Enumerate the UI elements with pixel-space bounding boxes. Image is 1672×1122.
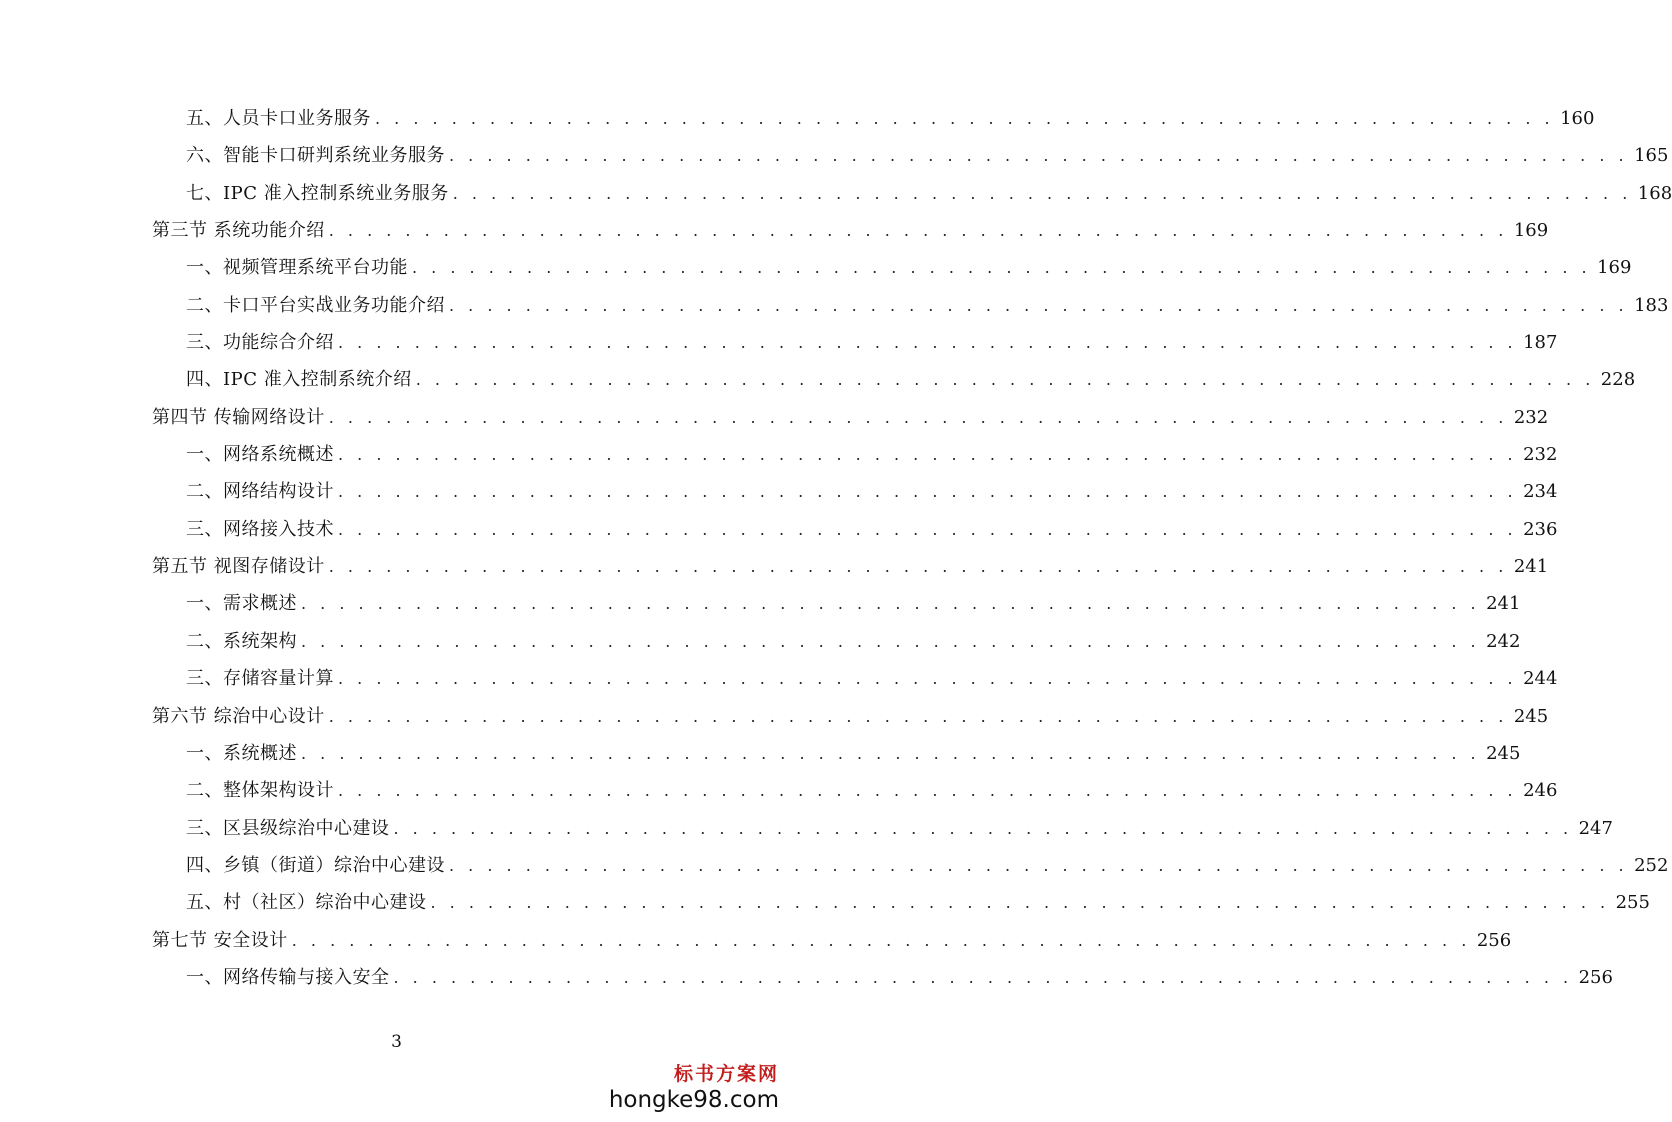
- watermark-site-name: 标书方案网: [673, 1063, 779, 1085]
- toc-entry-page: 247: [1578, 817, 1613, 839]
- toc-section-entry[interactable]: [0, 212, 1549, 249]
- toc-section-entry[interactable]: [0, 698, 1549, 735]
- toc-subsection-entry[interactable]: [0, 249, 1632, 286]
- toc-entry-page: 256: [1476, 929, 1512, 951]
- toc-entry-title: 四、IPC 准入控制系统介绍: [186, 369, 412, 391]
- toc-subsection-entry[interactable]: [0, 436, 1558, 473]
- toc-entry-page: 236: [1523, 518, 1558, 540]
- toc-section-entry[interactable]: [0, 548, 1549, 585]
- toc-entry-page: 245: [1486, 742, 1521, 764]
- toc-leader-dots: . . . . . . . . . . . . . . . . . . . . . . . . . . . . . . . . . . . . . . . . . . . . . . . . . . . . . . . . . . . . . .: [415, 370, 1595, 390]
- site-watermark: [579, 1062, 779, 1114]
- toc-entry-title: 第五节 视图存储设计: [152, 556, 325, 578]
- toc-entry-title: 一、视频管理系统平台功能: [186, 257, 408, 279]
- toc-entry-title: 二、网络结构设计: [186, 481, 334, 503]
- toc-entry-page: 255: [1615, 892, 1650, 914]
- toc-entry-page: 234: [1523, 481, 1558, 503]
- toc-entry-title: 一、网络传输与接入安全: [186, 966, 390, 988]
- toc-entry-page: 242: [1486, 630, 1521, 652]
- toc-subsection-entry[interactable]: [0, 585, 1521, 622]
- toc-leader-dots: . . . . . . . . . . . . . . . . . . . . . . . . . . . . . . . . . . . . . . . . . . . . . . . . . . . . . . . . . . . . . .: [338, 333, 1518, 353]
- toc-leader-dots: . . . . . . . . . . . . . . . . . . . . . . . . . . . . . . . . . . . . . . . . . . . . . . . . . . . . . . . . . . . . . .: [430, 893, 1610, 913]
- toc-entry-page: 169: [1513, 220, 1549, 242]
- toc-leader-dots: . . . . . . . . . . . . . . . . . . . . . . . . . . . . . . . . . . . . . . . . . . . . . . . . . . . . . . . . . . . . . .: [328, 706, 1508, 726]
- toc-entry-title: 五、人员卡口业务服务: [186, 108, 371, 129]
- toc-entry-page: 245: [1513, 705, 1549, 727]
- toc-entry-page: 160: [1560, 108, 1595, 129]
- toc-leader-dots: . . . . . . . . . . . . . . . . . . . . . . . . . . . . . . . . . . . . . . . . . . . . . . . . . . . . . . . . . . . . . .: [338, 519, 1518, 539]
- toc-entry-title: 三、存储容量计算: [186, 668, 334, 690]
- toc-entry-title: 第三节 系统功能介绍: [152, 220, 325, 242]
- toc-leader-dots: . . . . . . . . . . . . . . . . . . . . . . . . . . . . . . . . . . . . . . . . . . . . . . . . . . . . . . . . . . . . . .: [449, 855, 1629, 875]
- toc-leader-dots: . . . . . . . . . . . . . . . . . . . . . . . . . . . . . . . . . . . . . . . . . . . . . . . . . . . . . . . . . . . . . .: [393, 818, 1573, 838]
- toc-entry-page: 232: [1523, 444, 1558, 466]
- toc-entry-page: 183: [1634, 294, 1669, 316]
- page-number: 3: [391, 1032, 402, 1052]
- toc-entry-title: 七、IPC 准入控制系统业务服务: [186, 182, 449, 204]
- toc-leader-dots: . . . . . . . . . . . . . . . . . . . . . . . . . . . . . . . . . . . . . . . . . . . . . . . . . . . . . . . . . . . . . .: [338, 482, 1518, 502]
- toc-entry-title: 四、乡镇（街道）综治中心建设: [186, 854, 445, 876]
- toc-entry-page: 228: [1600, 369, 1636, 391]
- toc-leader-dots: . . . . . . . . . . . . . . . . . . . . . . . . . . . . . . . . . . . . . . . . . . . . . . . . . . . . . . . . . . . . . .: [449, 146, 1629, 166]
- toc-subsection-entry[interactable]: [0, 473, 1558, 510]
- toc-entry-page: 241: [1513, 556, 1549, 578]
- toc-entry-title: 三、区县级综治中心建设: [186, 817, 390, 839]
- toc-leader-dots: . . . . . . . . . . . . . . . . . . . . . . . . . . . . . . . . . . . . . . . . . . . . . . . . . . . . . . . . . . . . . .: [291, 930, 1471, 950]
- toc-leader-dots: . . . . . . . . . . . . . . . . . . . . . . . . . . . . . . . . . . . . . . . . . . . . . . . . . . . . . . . . . . . . . .: [328, 221, 1508, 241]
- toc-leader-dots: . . . . . . . . . . . . . . . . . . . . . . . . . . . . . . . . . . . . . . . . . . . . . . . . . . . . . . . . . . . . . .: [338, 781, 1518, 801]
- toc-leader-dots: . . . . . . . . . . . . . . . . . . . . . . . . . . . . . . . . . . . . . . . . . . . . . . . . . . . . . . . . . . . . . .: [393, 967, 1573, 987]
- toc-entry-title: 第四节 传输网络设计: [152, 406, 325, 428]
- toc-subsection-entry[interactable]: [0, 847, 1669, 884]
- toc-entry-title: 二、系统架构: [186, 630, 297, 652]
- toc-subsection-entry[interactable]: [0, 137, 1669, 174]
- toc-subsection-entry[interactable]: [0, 959, 1613, 996]
- toc-subsection-entry[interactable]: [0, 287, 1669, 324]
- toc-leader-dots: . . . . . . . . . . . . . . . . . . . . . . . . . . . . . . . . . . . . . . . . . . . . . . . . . . . . . . . . . . . . . .: [301, 631, 1481, 651]
- toc-entry-title: 三、网络接入技术: [186, 518, 334, 540]
- toc-entry-page: 252: [1634, 854, 1669, 876]
- toc-entry-title: 一、系统概述: [186, 742, 297, 764]
- toc-entry-page: 246: [1523, 780, 1558, 802]
- toc-subsection-entry[interactable]: [0, 660, 1558, 697]
- toc-section-entry[interactable]: [0, 922, 1512, 959]
- toc-entry-page: 169: [1597, 257, 1632, 279]
- toc-entry-page: 244: [1523, 668, 1558, 690]
- toc-entry-title: 一、网络系统概述: [186, 444, 334, 466]
- toc-subsection-entry[interactable]: [0, 324, 1558, 361]
- toc-subsection-entry[interactable]: [0, 772, 1558, 809]
- toc-entry-page: 232: [1513, 406, 1549, 428]
- toc-subsection-entry[interactable]: [0, 735, 1521, 772]
- toc-entry-title: 三、功能综合介绍: [186, 332, 334, 354]
- toc-entry-title: 六、智能卡口研判系统业务服务: [186, 145, 445, 167]
- toc-entry-page: 168: [1637, 182, 1672, 204]
- toc-entry-title: 第六节 综治中心设计: [152, 705, 325, 727]
- toc-entry-page: 241: [1486, 593, 1521, 615]
- toc-section-entry[interactable]: [0, 399, 1549, 436]
- toc-leader-dots: . . . . . . . . . . . . . . . . . . . . . . . . . . . . . . . . . . . . . . . . . . . . . . . . . . . . . . . . . . . . . .: [301, 594, 1481, 614]
- table-of-contents: [0, 100, 1672, 996]
- toc-entry-page: 187: [1523, 332, 1558, 354]
- toc-leader-dots: . . . . . . . . . . . . . . . . . . . . . . . . . . . . . . . . . . . . . . . . . . . . . . . . . . . . . . . . . . . . . .: [375, 109, 1555, 128]
- toc-entry-page: 256: [1578, 966, 1613, 988]
- toc-entry-title: 二、整体架构设计: [186, 780, 334, 802]
- toc-entry-title: 第七节 安全设计: [152, 929, 288, 951]
- toc-subsection-entry[interactable]: [0, 100, 1595, 137]
- toc-leader-dots: . . . . . . . . . . . . . . . . . . . . . . . . . . . . . . . . . . . . . . . . . . . . . . . . . . . . . . . . . . . . . .: [449, 295, 1629, 315]
- toc-entry-page: 165: [1634, 145, 1669, 167]
- toc-leader-dots: . . . . . . . . . . . . . . . . . . . . . . . . . . . . . . . . . . . . . . . . . . . . . . . . . . . . . . . . . . . . . .: [452, 183, 1632, 203]
- toc-leader-dots: . . . . . . . . . . . . . . . . . . . . . . . . . . . . . . . . . . . . . . . . . . . . . . . . . . . . . . . . . . . . . .: [301, 743, 1481, 763]
- toc-subsection-entry[interactable]: [0, 175, 1672, 212]
- watermark-site-url: hongke98.com: [608, 1087, 779, 1113]
- toc-subsection-entry[interactable]: [0, 884, 1650, 921]
- toc-leader-dots: . . . . . . . . . . . . . . . . . . . . . . . . . . . . . . . . . . . . . . . . . . . . . . . . . . . . . . . . . . . . . .: [412, 258, 1592, 278]
- toc-entry-title: 一、需求概述: [186, 593, 297, 615]
- toc-leader-dots: . . . . . . . . . . . . . . . . . . . . . . . . . . . . . . . . . . . . . . . . . . . . . . . . . . . . . . . . . . . . . .: [328, 557, 1508, 577]
- toc-leader-dots: . . . . . . . . . . . . . . . . . . . . . . . . . . . . . . . . . . . . . . . . . . . . . . . . . . . . . . . . . . . . . .: [338, 445, 1518, 465]
- toc-subsection-entry[interactable]: [0, 623, 1521, 660]
- toc-subsection-entry[interactable]: [0, 511, 1558, 548]
- toc-leader-dots: . . . . . . . . . . . . . . . . . . . . . . . . . . . . . . . . . . . . . . . . . . . . . . . . . . . . . . . . . . . . . .: [338, 669, 1518, 689]
- toc-entry-title: 五、村（社区）综治中心建设: [186, 892, 427, 914]
- toc-subsection-entry[interactable]: [0, 361, 1636, 398]
- toc-leader-dots: . . . . . . . . . . . . . . . . . . . . . . . . . . . . . . . . . . . . . . . . . . . . . . . . . . . . . . . . . . . . . .: [328, 407, 1508, 427]
- toc-subsection-entry[interactable]: [0, 810, 1613, 847]
- toc-entry-title: 二、卡口平台实战业务功能介绍: [186, 294, 445, 316]
